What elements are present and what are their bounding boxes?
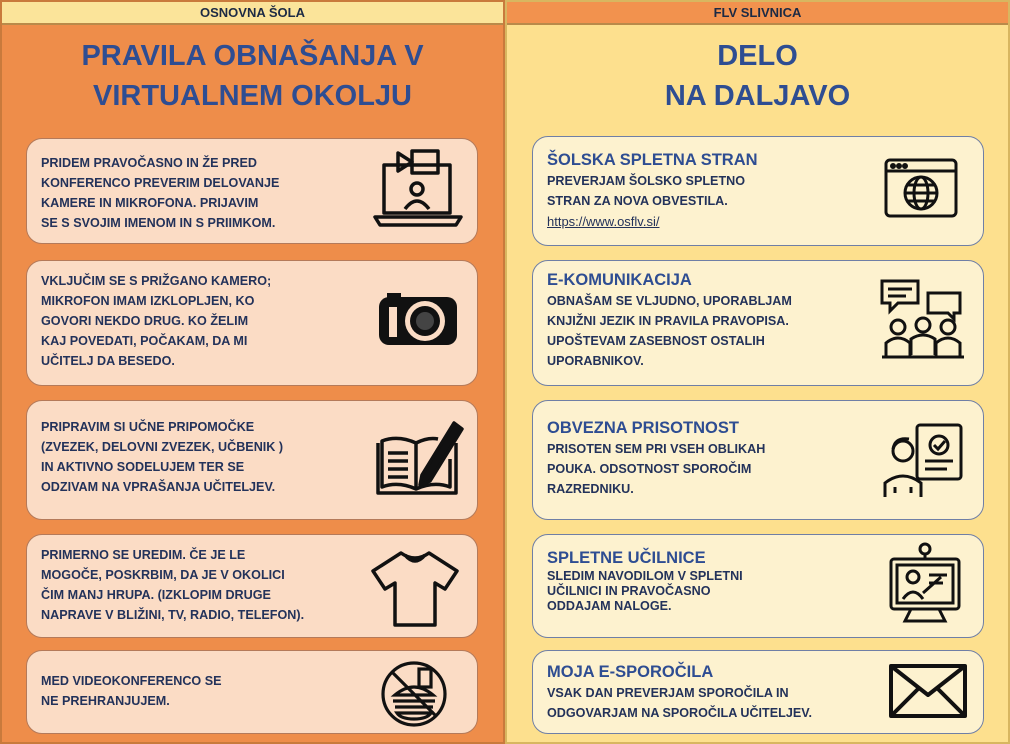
right-title-line: DELO [717,40,798,72]
rule-line: MED VIDEOKONFERENCO SE [41,674,222,688]
rule-line: NAPRAVE V BLIŽINI, TV, RADIO, TELEFON). [41,608,305,622]
web-globe-icon [883,157,959,219]
rule-line: ČIM MANJ HRUPA. (IZKLOPIM DRUGE [41,588,271,602]
rule-line: NE PREHRANJUJEM. [41,694,170,708]
rule-line: MOGOČE, POSKRBIM, DA JE V OKOLICI [41,568,285,582]
rule-line: IN AKTIVNO SODELUJEM TER SE [41,460,245,474]
rule-line: PRIDEM PRAVOČASNO IN ŽE PRED [41,156,257,170]
info-text [547,149,877,233]
info-line: PREVERJAM ŠOLSKO SPLETNO [547,174,746,188]
info-line: POUKA. ODSOTNOST SPOROČIM [547,462,752,476]
rule-line: MIKROFON IMAM IZKLOPLJEN, KO [41,294,255,308]
info-card-school-website [532,136,984,246]
info-line: OBNAŠAM SE VLJUDNO, UPORABLJAM [547,294,792,308]
right-column [505,0,1010,744]
info-text [547,269,877,371]
info-line: RAZREDNIKU. [547,482,634,496]
rule-line: KONFERENCO PREVERIM DELOVANJE [41,176,280,190]
book-pencil-icon [372,413,464,499]
info-card-online-classroom [532,534,984,638]
info-line: UČILNICI IN PRAVOČASNO [547,584,711,598]
tshirt-icon [369,545,461,629]
right-title [507,36,1008,116]
info-card-e-communication [532,260,984,386]
rule-line: GOVORI NEKDO DRUG. KO ŽELIM [41,314,249,328]
info-line: STRAN ZA NOVA OBVESTILA. [547,194,728,208]
left-title-line: VIRTUALNEM OKOLJU [93,80,412,112]
left-title [2,36,503,116]
info-heading: SPLETNE UČILNICE [547,549,706,567]
left-title-line: PRAVILA OBNAŠANJA V [81,40,424,72]
right-title-line: NA DALJAVO [664,80,851,112]
info-text [547,547,877,614]
info-line: PRISOTEN SEM PRI VSEH OBLIKAH [547,442,766,456]
info-text [547,417,877,499]
online-classroom-icon [885,541,965,631]
info-card-messages [532,650,984,734]
camera-icon [377,293,459,349]
rule-line: ODZIVAM NA VPRAŠANJA UČITELJEV. [41,480,276,494]
rule-text [41,545,341,625]
rule-line: VKLJUČIM SE S PRIŽGANO KAMERO; [41,274,272,288]
info-line: VSAK DAN PREVERJAM SPOROČILA IN [547,686,789,700]
info-line: SLEDIM NAVODILOM V SPLETNI [547,569,743,583]
rule-card-supplies [26,400,478,520]
info-heading: MOJA E-SPOROČILA [547,663,714,681]
envelope-icon [888,663,968,719]
left-header: OSNOVNA ŠOLA [2,2,503,25]
info-heading: E-KOMUNIKACIJA [547,271,692,289]
right-header: FLV SLIVNICA [507,2,1008,25]
info-line: ODGOVARJAM NA SPOROČILA UČITELJEV. [547,706,812,720]
rule-text [41,271,341,371]
rule-text [41,671,341,711]
rule-text [41,417,341,497]
info-heading: OBVEZNA PRISOTNOST [547,419,739,437]
rule-line: PRIPRAVIM SI UČNE PRIPOMOČKE [41,420,255,434]
video-laptop-icon [372,147,464,233]
rule-card-arrival [26,138,478,244]
attendance-icon [881,421,967,501]
info-line: UPORABNIKOV. [547,354,644,368]
rule-line: (ZVEZEK, DELOVNI ZVEZEK, UČBENIK ) [41,440,284,454]
info-line: UPOŠTEVAM ZASEBNOST OSTALIH [547,334,765,348]
group-chat-icon [878,277,968,369]
rule-card-no-food [26,650,478,734]
rule-line: PRIMERNO SE UREDIM. ČE JE LE [41,548,246,562]
info-heading: ŠOLSKA SPLETNA STRAN [547,151,758,169]
school-website-link[interactable]: https://www.osflv.si/ [547,214,660,229]
info-line: ODDAJAM NALOGE. [547,599,672,613]
info-card-attendance [532,400,984,520]
rule-line: KAJ POVEDATI, POČAKAM, DA MI [41,334,248,348]
rule-text [41,153,341,233]
info-text [547,661,877,723]
no-food-icon [379,659,449,729]
rule-card-appearance [26,534,478,638]
rule-line: KAMERE IN MIKROFONA. PRIJAVIM [41,196,259,210]
rule-card-camera [26,260,478,386]
rule-line: SE S SVOJIM IMENOM IN S PRIIMKOM. [41,216,276,230]
info-line: KNJIŽNI JEZIK IN PRAVILA PRAVOPISA. [547,314,789,328]
rule-line: UČITELJ DA BESEDO. [41,354,175,368]
